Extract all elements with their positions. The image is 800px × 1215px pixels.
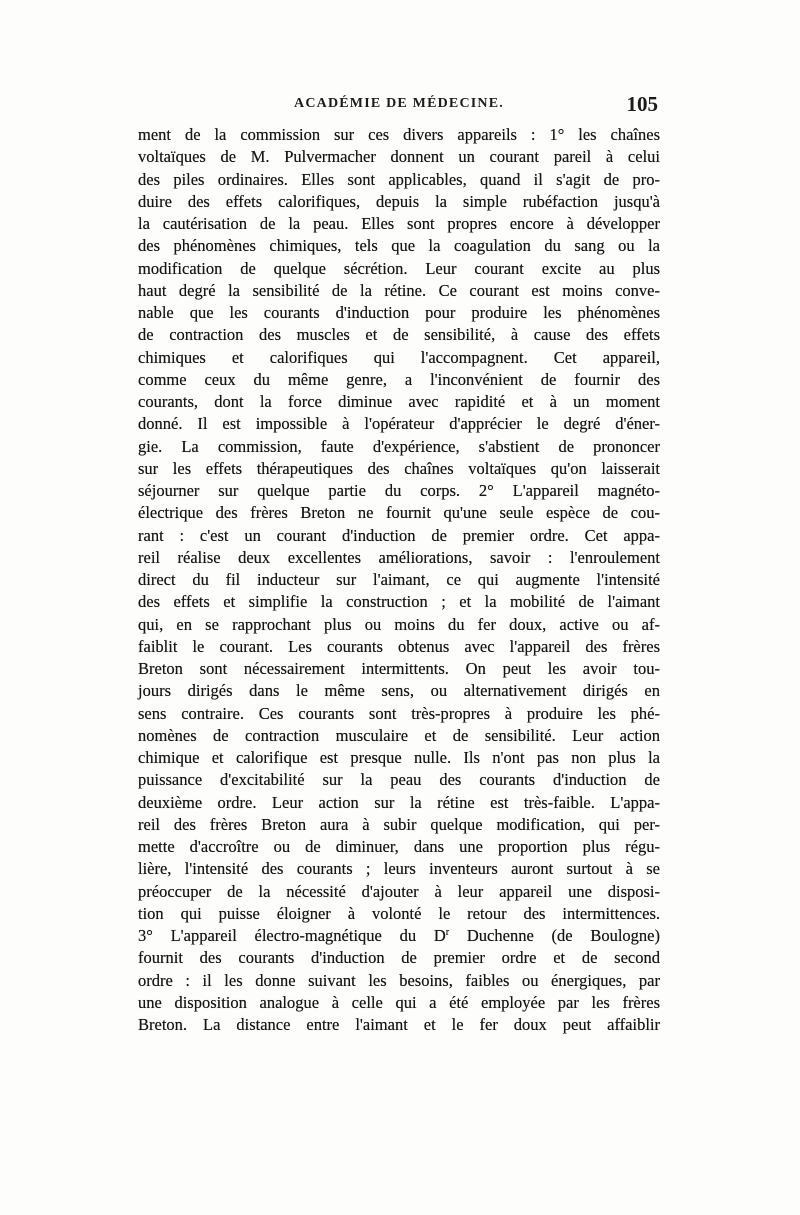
superscript: r	[445, 927, 450, 938]
page-number: 105	[626, 92, 658, 116]
text-line: des phénomènes chimiques, tels que la coagulation du sang ou la	[138, 236, 660, 256]
text-line: puissance d'excitabilité sur la peau des courants d'induction de	[138, 770, 660, 790]
text-line: modification de quelque sécrétion. Leur courant excite au plus	[138, 258, 660, 278]
text-line: lière, l'intensité des courants ; leurs inventeurs auront surtout à se	[138, 859, 660, 879]
text-line: fournit des courants d'induction de premier ordre et de second	[138, 948, 660, 968]
text-line: sur les effets thérapeutiques des chaînes voltaïques qu'on laisserait	[138, 458, 660, 478]
text-line: qui, en se rapprochant plus ou moins du fer doux, active ou af-	[138, 614, 660, 634]
text-line: rant : c'est un courant d'induction de premier ordre. Cet appa-	[138, 525, 660, 545]
body-text	[138, 124, 660, 1036]
text-line: chimiques et calorifiques qui l'accompagnent. Cet appareil,	[138, 347, 660, 367]
text-segment: Duchenne (de Boulogne)	[449, 926, 660, 945]
text-line: nable que les courants d'induction pour produire les phénomènes	[138, 303, 660, 322]
text-line: duire des effets calorifiques, depuis la simple rubéfaction jusqu'à	[138, 191, 660, 211]
text-line: des piles ordinaires. Elles sont applicables, quand il s'agit de pro-	[138, 169, 660, 189]
text-line: ordre : il les donne suivant les besoins, faibles ou énergiques, par	[138, 970, 660, 990]
text-segment: 3° L'appareil électro-magnétique du D	[138, 926, 446, 945]
text-line: préoccuper de la nécessité d'ajouter à leur appareil une disposi-	[138, 881, 660, 901]
text-line	[138, 925, 660, 947]
text-line: tion qui puisse éloigner à volonté le retour des intermittences.	[138, 903, 660, 923]
running-head	[138, 92, 660, 118]
text-line: sens contraire. Ces courants sont très-propres à produire les phé-	[138, 703, 660, 723]
text-line: jours dirigés dans le même sens, ou alternativement dirigés en	[138, 681, 660, 701]
text-line: ment de la commission sur ces divers appareils : 1° les chaînes	[138, 125, 660, 144]
text-line: reil réalise deux excellentes améliorations, savoir : l'enroulement	[138, 547, 660, 567]
text-line: électrique des frères Breton ne fournit qu'une seule espèce de cou-	[138, 503, 660, 523]
text-line: voltaïques de M. Pulvermacher donnent un courant pareil à celui	[138, 147, 660, 167]
text-line: séjourner sur quelque partie du corps. 2° L'appareil magnéto-	[138, 481, 660, 500]
text-line: Breton. La distance entre l'aimant et le fer doux peut affaiblir	[138, 1015, 660, 1034]
text-line: deuxième ordre. Leur action sur la rétine est très-faible. L'appa-	[138, 792, 660, 812]
text-line: des effets et simplifie la construction ; et la mobilité de l'aimant	[138, 592, 660, 612]
text-line: faiblit le courant. Les courants obtenus avec l'appareil des frères	[138, 636, 660, 656]
text-line: reil des frères Breton aura à subir quelque modification, qui per-	[138, 814, 660, 834]
text-line: de contraction des muscles et de sensibilité, à cause des effets	[138, 325, 660, 345]
text-line: donné. Il est impossible à l'opérateur d'apprécier le degré d'éner-	[138, 414, 660, 434]
running-title: ACADÉMIE DE MÉDECINE.	[294, 96, 504, 111]
text-line: la cautérisation de la peau. Elles sont propres encore à développer	[138, 214, 660, 233]
text-line: une disposition analogue à celle qui a été employée par les frères	[138, 992, 660, 1012]
text-line: comme ceux du même genre, a l'inconvénient de fournir des	[138, 369, 660, 389]
text-line: mette d'accroître ou de diminuer, dans une proportion plus régu-	[138, 837, 660, 856]
text-line: haut degré la sensibilité de la rétine. Ce courant est moins conve-	[138, 280, 660, 300]
text-line: gie. La commission, faute d'expérience, s'abstient de prononcer	[138, 436, 660, 456]
text-line: Breton sont nécessairement intermittents. On peut les avoir tou-	[138, 659, 660, 678]
text-line: chimique et calorifique est presque nulle. Ils n'ont pas non plus la	[138, 748, 660, 767]
text-line: direct du fil inducteur sur l'aimant, ce qui augmente l'intensité	[138, 570, 660, 589]
text-line: nomènes de contraction musculaire et de sensibilité. Leur action	[138, 725, 660, 745]
text-line: courants, dont la force diminue avec rapidité et à un moment	[138, 392, 660, 411]
